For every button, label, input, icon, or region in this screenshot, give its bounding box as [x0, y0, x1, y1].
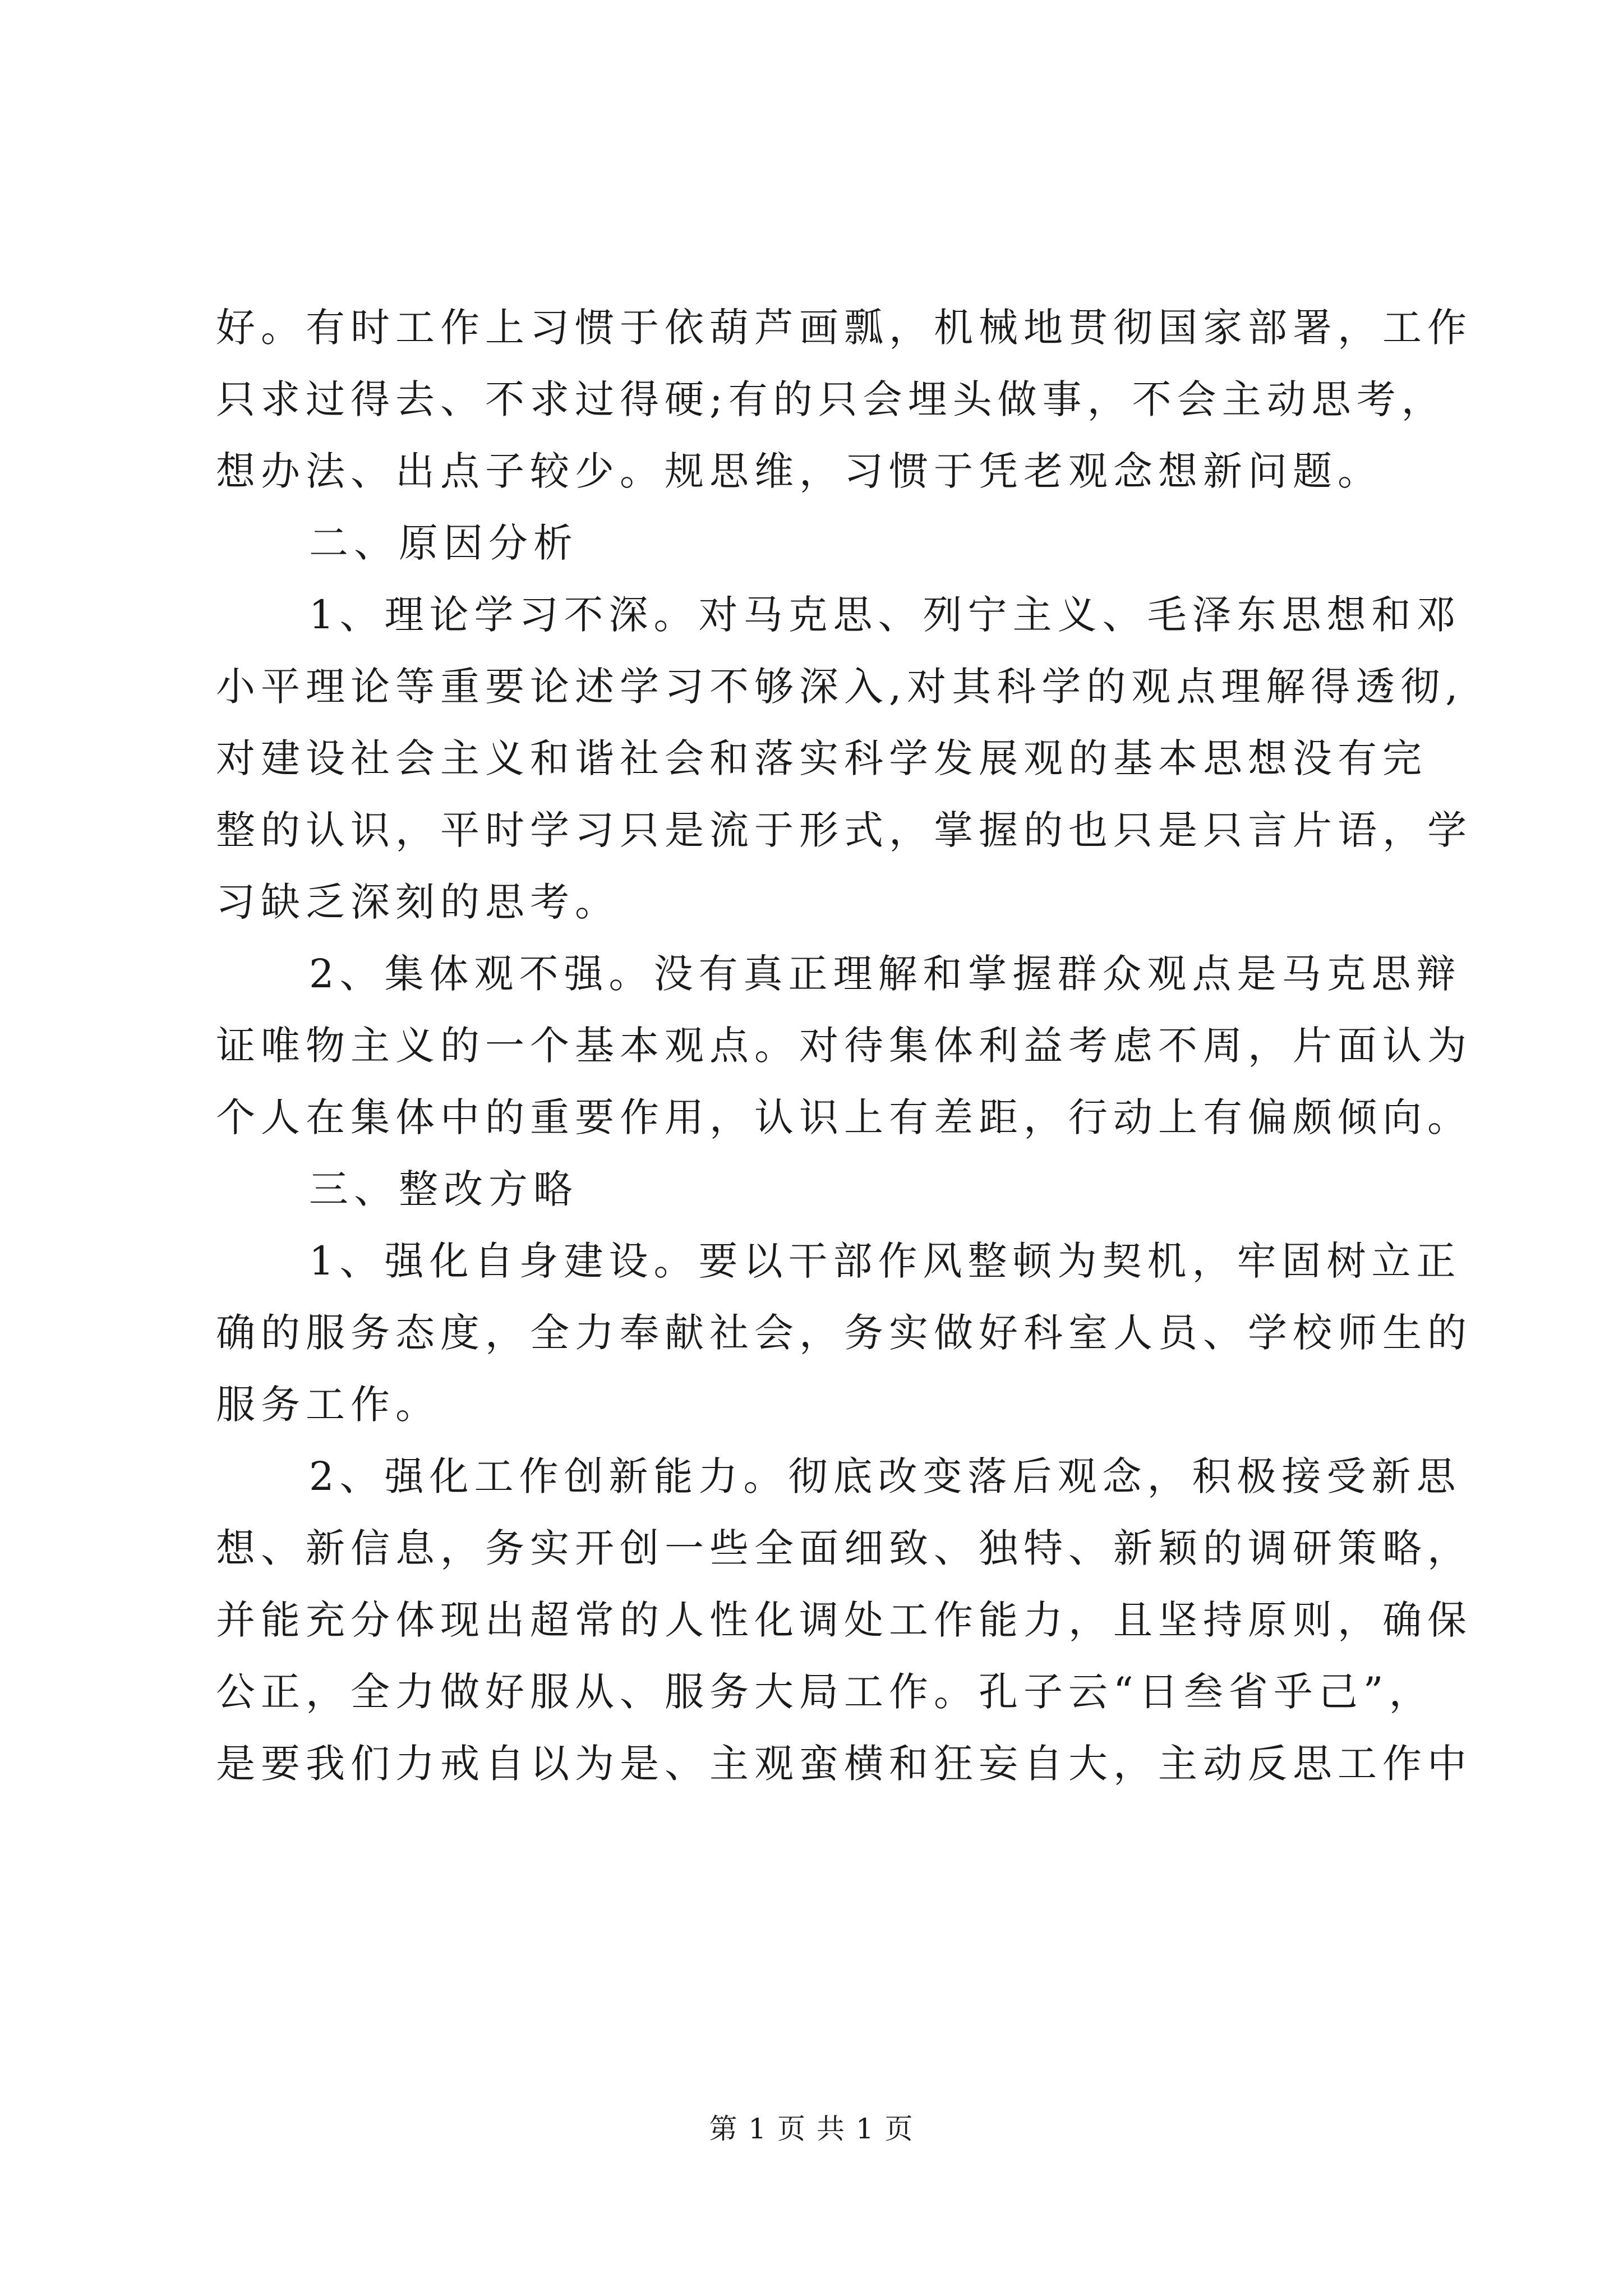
text-line-17: 2、强化工作创新能力。彻底改变落后观念，积极接受新思 — [309, 1453, 1461, 1499]
text-line-14: 1、强化自身建设。要以干部作风整顿为契机，牢固树立正 — [309, 1238, 1461, 1284]
text-line-15: 确的服务态度，全力奉献社会，务实做好科室人员、学校师生的 — [216, 1310, 1472, 1356]
text-line-20: 公正，全力做好服从、服务大局工作。孔子云“日叁省乎己”， — [216, 1669, 1434, 1715]
text-line-7: 对建设社会主义和谐社会和落实科学发展观的基本思想没有完 — [216, 735, 1427, 781]
page-footer — [0, 2109, 1623, 2148]
page-number-label: 第 1 页 共 1 页 — [709, 2113, 914, 2145]
text-line-3: 想办法、出点子较少。规思维，习惯于凭老观念想新问题。 — [216, 448, 1382, 494]
text-line-6: 小平理论等重要论述学习不够深入,对其科学的观点理解得透彻, — [216, 664, 1464, 710]
text-line-9: 习缺乏深刻的思考。 — [216, 879, 620, 925]
document-body — [216, 292, 1472, 1800]
text-line-12: 个人在集体中的重要作用，认识上有差距，行动上有偏颇倾向。 — [216, 1094, 1472, 1140]
text-line-16: 服务工作。 — [216, 1382, 440, 1428]
text-line-5: 1、理论学习不深。对马克思、列宁主义、毛泽东思想和邓 — [309, 592, 1461, 638]
text-line-19: 并能充分体现出超常的人性化调处工作能力，且坚持原则，确保 — [216, 1597, 1472, 1643]
text-line-21: 是要我们力戒自以为是、主观蛮横和狂妄自大，主动反思工作中 — [216, 1741, 1472, 1787]
section-heading-cause-analysis: 二、原因分析 — [309, 520, 578, 566]
section-heading-rectification: 三、整改方略 — [309, 1166, 578, 1212]
text-line-2: 只求过得去、不求过得硬;有的只会埋头做事，不会主动思考， — [216, 376, 1446, 422]
text-line-1: 好。有时工作上习惯于依葫芦画瓢，机械地贯彻国家部署，工作 — [216, 305, 1472, 351]
text-line-18: 想、新信息，务实开创一些全面细致、独特、新颖的调研策略， — [216, 1525, 1472, 1571]
text-line-10: 2、集体观不强。没有真正理解和掌握群众观点是马克思辩 — [309, 951, 1461, 997]
text-line-8: 整的认识，平时学习只是流于形式，掌握的也只是只言片语，学 — [216, 807, 1472, 853]
text-line-11: 证唯物主义的一个基本观点。对待集体利益考虑不周，片面认为 — [216, 1023, 1472, 1069]
